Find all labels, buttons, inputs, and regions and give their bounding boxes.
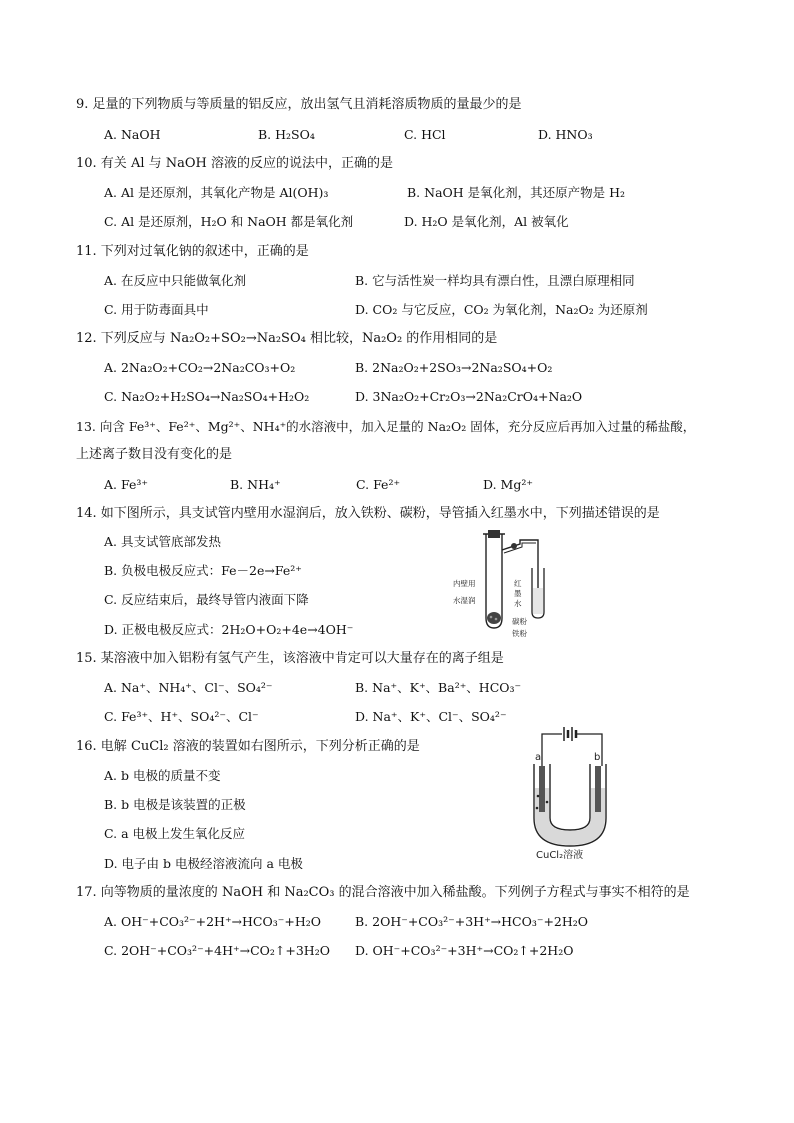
q12-option-c: C. Na₂O₂+H₂SO₄→Na₂SO₄+H₂O₂ (104, 389, 310, 404)
q16-option-b: B. b 电极是该装置的正极 (104, 797, 246, 812)
q14-option-b: B. 负极电极反应式：Fe－2e→Fe²⁺ (104, 563, 302, 578)
q13-option-c: C. Fe²⁺ (356, 477, 401, 492)
q10-option-c: C. Al 是还原剂，H₂O 和 NaOH 都是氧化剂 (104, 214, 354, 229)
iron-corrosion-apparatus-figure (452, 528, 552, 640)
question-14-stem: 14. 如下图所示，具支试管内壁用水湿润后，放入铁粉、碳粉，导管插入红墨水中，下列描述错误的是 (76, 506, 660, 521)
electrolysis-u-tube-figure (524, 722, 616, 862)
q12-option-a: A. 2Na₂O₂+CO₂→2Na₂CO₃+O₂ (104, 360, 296, 375)
label-ink-2: 墨 (514, 589, 522, 598)
q16-option-c: C. a 电极上发生氧化反应 (104, 826, 245, 841)
q13-option-d: D. Mg²⁺ (483, 477, 533, 492)
q9-option-c: C. HCl (404, 127, 446, 142)
q14-option-a: A. 具支试管底部发热 (104, 534, 221, 549)
q10-option-a: A. Al 是还原剂，其氧化产物是 Al(OH)₃ (104, 185, 329, 200)
q15-option-c: C. Fe³⁺、H⁺、SO₄²⁻、Cl⁻ (104, 709, 259, 724)
label-carbon-powder: 碳粉 (512, 617, 527, 626)
solution-caption: CuCl₂溶液 (536, 850, 584, 861)
q14-option-d: D. 正极电极反应式：2H₂O+O₂+4e→4OH⁻ (104, 622, 354, 637)
q17-option-b: B. 2OH⁻+CO₃²⁻+3H⁺→HCO₃⁻+2H₂O (355, 914, 589, 929)
q11-option-a: A. 在反应中只能做氧化剂 (104, 273, 246, 288)
q15-option-b: B. Na⁺、K⁺、Ba²⁺、HCO₃⁻ (355, 680, 522, 695)
question-11-stem: 11. 下列对过氧化钠的叙述中，正确的是 (76, 244, 309, 259)
question-16-stem: 16. 电解 CuCl₂ 溶液的装置如右图所示，下列分析正确的是 (76, 739, 420, 754)
q11-option-b: B. 它与活性炭一样均具有漂白性，且漂白原理相同 (355, 273, 635, 288)
q9-option-b: B. H₂SO₄ (258, 127, 315, 142)
q15-option-d: D. Na⁺、K⁺、Cl⁻、SO₄²⁻ (355, 709, 507, 724)
label-ink-3: 水 (514, 599, 522, 608)
q10-option-b: B. NaOH 是氧化剂，其还原产物是 H₂ (407, 185, 626, 200)
q13-option-b: B. NH₄⁺ (230, 477, 281, 492)
question-9-stem: 9. 足量的下列物质与等质量的铝反应，放出氢气且消耗溶质物质的量最少的是 (76, 97, 522, 112)
q10-option-d: D. H₂O 是氧化剂，Al 被氧化 (404, 214, 569, 229)
q16-option-d: D. 电子由 b 电极经溶液流向 a 电极 (104, 856, 303, 871)
question-12-stem: 12. 下列反应与 Na₂O₂+SO₂→Na₂SO₄ 相比较，Na₂O₂ 的作用相同的是 (76, 331, 498, 346)
q9-option-d: D. HNO₃ (538, 127, 593, 142)
question-13-stem: 13. 向含 Fe³⁺、Fe²⁺、Mg²⁺、NH₄⁺的水溶液中，加入足量的 Na₂O₂ 固体，充分反应后再加入过量的稀盐酸， (76, 419, 696, 434)
q16-option-a: A. b 电极的质量不变 (104, 768, 221, 783)
electrode-a-label: a (535, 752, 542, 763)
q17-option-a: A. OH⁻+CO₃²⁻+2H⁺→HCO₃⁻+H₂O (104, 914, 321, 929)
question-15-stem: 15. 某溶液中加入铝粉有氢气产生，该溶液中肯定可以大量存在的离子组是 (76, 651, 504, 666)
q13-option-a: A. Fe³⁺ (104, 477, 148, 492)
label-wall-2: 水湿润 (453, 596, 476, 605)
q17-option-c: C. 2OH⁻+CO₃²⁻+4H⁺→CO₂↑+3H₂O (104, 943, 330, 958)
q11-option-c: C. 用于防毒面具中 (104, 302, 209, 317)
electrode-b-label: b (594, 752, 601, 763)
q17-option-d: D. OH⁻+CO₃²⁻+3H⁺→CO₂↑+2H₂O (355, 943, 574, 958)
question-17-stem: 17. 向等物质的量浓度的 NaOH 和 Na₂CO₃ 的混合溶液中加入稀盐酸。下列例子方程式与事实不相符的是 (76, 885, 690, 900)
label-wall: 内壁用 (453, 579, 476, 588)
q14-option-c: C. 反应结束后，最终导管内液面下降 (104, 592, 309, 607)
question-10-stem: 10. 有关 Al 与 NaOH 溶液的反应的说法中，正确的是 (76, 156, 394, 171)
q11-option-d: D. CO₂ 与它反应，CO₂ 为氧化剂，Na₂O₂ 为还原剂 (355, 302, 648, 317)
question-13-stem-cont: 上述离子数目没有变化的是 (76, 447, 233, 462)
label-ink-1: 红 (514, 579, 522, 588)
q15-option-a: A. Na⁺、NH₄⁺、Cl⁻、SO₄²⁻ (104, 680, 273, 695)
q12-option-b: B. 2Na₂O₂+2SO₃→2Na₂SO₄+O₂ (355, 360, 553, 375)
label-iron-powder: 铁粉 (512, 629, 527, 638)
q12-option-d: D. 3Na₂O₂+Cr₂O₃→2Na₂CrO₄+Na₂O (355, 389, 583, 404)
q9-option-a: A. NaOH (104, 127, 161, 142)
